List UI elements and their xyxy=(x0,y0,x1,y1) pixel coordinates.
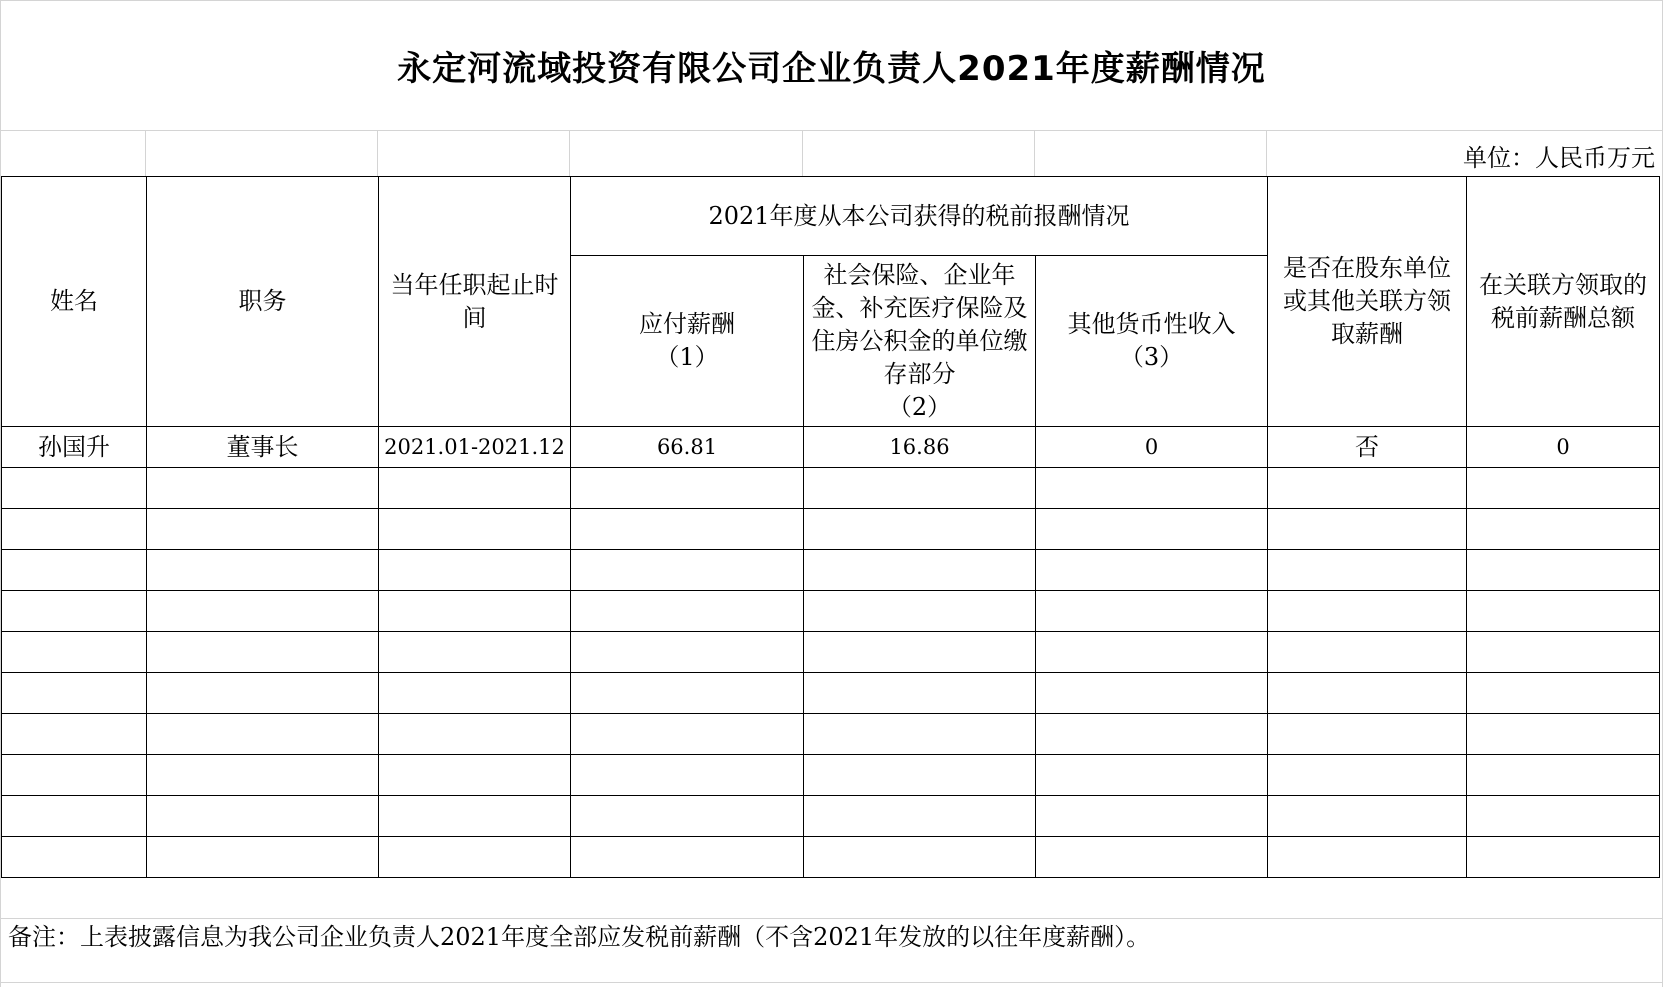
header-other-income xyxy=(1036,256,1268,427)
cell-empty xyxy=(1036,673,1268,714)
cell-empty xyxy=(1268,755,1467,796)
cell-shareholder-pay: 否 xyxy=(1268,427,1467,468)
cell-empty xyxy=(571,796,804,837)
cell-empty xyxy=(1467,591,1660,632)
cell-empty xyxy=(147,591,379,632)
gridline xyxy=(0,982,1663,983)
cell-empty xyxy=(379,550,571,591)
footnote: 备注：上表披露信息为我公司企业负责人2021年度全部应发税前薪酬（不含2021年发放的以往年度薪酬）。 xyxy=(8,923,1151,951)
cell-payable: 66.81 xyxy=(571,427,804,468)
cell-empty xyxy=(1268,796,1467,837)
cell-empty xyxy=(2,673,147,714)
cell-empty xyxy=(571,673,804,714)
cell-empty xyxy=(571,755,804,796)
cell-empty xyxy=(804,591,1036,632)
cell-empty xyxy=(1036,755,1268,796)
cell-empty xyxy=(804,550,1036,591)
cell-empty xyxy=(2,550,147,591)
table-row xyxy=(2,632,1660,673)
currency-unit-label: 单位：人民币万元 xyxy=(1463,143,1655,172)
cell-empty xyxy=(2,468,147,509)
cell-empty xyxy=(1036,837,1268,878)
document-title: 永定河流域投资有限公司企业负责人2021年度薪酬情况 xyxy=(397,48,1266,89)
cell-empty xyxy=(379,468,571,509)
cell-empty xyxy=(571,632,804,673)
table-row xyxy=(2,509,1660,550)
table-row xyxy=(2,591,1660,632)
cell-empty xyxy=(147,468,379,509)
cell-name: 孙国升 xyxy=(2,427,147,468)
header-other-label: 其他货币性收入 xyxy=(1067,310,1236,338)
cell-empty xyxy=(147,837,379,878)
cell-empty xyxy=(147,796,379,837)
cell-empty xyxy=(571,550,804,591)
cell-empty xyxy=(379,591,571,632)
cell-empty xyxy=(1268,673,1467,714)
cell-empty xyxy=(379,837,571,878)
cell-empty xyxy=(2,591,147,632)
table-row xyxy=(2,468,1660,509)
table-row xyxy=(2,714,1660,755)
cell-related-party-total: 0 xyxy=(1467,427,1660,468)
cell-empty xyxy=(1467,509,1660,550)
gridline xyxy=(1034,130,1035,176)
cell-empty xyxy=(1036,468,1268,509)
header-insurance-label: 社会保险、企业年金、补充医疗保险及住房公积金的单位缴存部分 xyxy=(811,260,1028,388)
cell-empty xyxy=(379,714,571,755)
cell-empty xyxy=(1467,550,1660,591)
header-name: 姓名 xyxy=(2,177,147,427)
table-row xyxy=(2,755,1660,796)
cell-empty xyxy=(804,714,1036,755)
header-payable xyxy=(571,256,804,427)
cell-empty xyxy=(571,591,804,632)
header-payable-label: 应付薪酬 xyxy=(639,310,735,338)
cell-empty xyxy=(1268,591,1467,632)
cell-empty xyxy=(147,632,379,673)
header-position: 职务 xyxy=(147,177,379,427)
cell-empty xyxy=(571,468,804,509)
cell-insurance: 16.86 xyxy=(804,427,1036,468)
cell-empty xyxy=(147,755,379,796)
cell-empty xyxy=(804,509,1036,550)
cell-empty xyxy=(804,468,1036,509)
cell-empty xyxy=(804,755,1036,796)
cell-empty xyxy=(571,837,804,878)
cell-empty xyxy=(2,796,147,837)
cell-empty xyxy=(2,509,147,550)
cell-empty xyxy=(1467,755,1660,796)
cell-empty xyxy=(1268,632,1467,673)
cell-empty xyxy=(1036,796,1268,837)
cell-empty xyxy=(2,837,147,878)
cell-empty xyxy=(147,714,379,755)
cell-empty xyxy=(1467,796,1660,837)
cell-empty xyxy=(571,714,804,755)
header-insurance xyxy=(804,256,1036,427)
cell-position: 董事长 xyxy=(147,427,379,468)
table-row xyxy=(2,550,1660,591)
table-row xyxy=(2,673,1660,714)
gridline xyxy=(377,130,378,176)
cell-empty xyxy=(379,755,571,796)
cell-empty xyxy=(1036,591,1268,632)
header-other-index: （3） xyxy=(1119,343,1184,371)
cell-empty xyxy=(379,509,571,550)
cell-term: 2021.01-2021.12 xyxy=(379,427,571,468)
cell-empty xyxy=(379,796,571,837)
cell-empty xyxy=(1036,632,1268,673)
table-row xyxy=(2,837,1660,878)
gridline xyxy=(0,130,1663,131)
cell-empty xyxy=(147,509,379,550)
cell-empty xyxy=(1467,837,1660,878)
header-shareholder-pay: 是否在股东单位或其他关联方领取薪酬 xyxy=(1268,177,1467,427)
cell-empty xyxy=(2,632,147,673)
cell-empty xyxy=(2,755,147,796)
header-term: 当年任职起止时间 xyxy=(379,177,571,427)
cell-empty xyxy=(1467,673,1660,714)
cell-empty xyxy=(1268,837,1467,878)
cell-empty xyxy=(1268,468,1467,509)
cell-empty xyxy=(804,837,1036,878)
gridline xyxy=(802,130,803,176)
cell-empty xyxy=(1467,468,1660,509)
cell-empty xyxy=(804,796,1036,837)
header-pretax-group: 2021年度从本公司获得的税前报酬情况 xyxy=(571,177,1268,256)
cell-empty xyxy=(1036,509,1268,550)
cell-empty xyxy=(1467,714,1660,755)
cell-empty xyxy=(1036,550,1268,591)
header-row-top xyxy=(2,177,1660,256)
table-row xyxy=(2,796,1660,837)
cell-other-income: 0 xyxy=(1036,427,1268,468)
cell-empty xyxy=(1036,714,1268,755)
cell-empty xyxy=(804,673,1036,714)
gridline xyxy=(0,918,1663,919)
cell-empty xyxy=(379,673,571,714)
cell-empty xyxy=(1467,632,1660,673)
cell-empty xyxy=(804,632,1036,673)
cell-empty xyxy=(1268,550,1467,591)
table-row xyxy=(2,427,1660,468)
cell-empty xyxy=(147,550,379,591)
header-related-party-total: 在关联方领取的税前薪酬总额 xyxy=(1467,177,1660,427)
header-payable-index: （1） xyxy=(655,343,719,371)
header-insurance-index: （2） xyxy=(887,392,952,421)
cell-empty xyxy=(1268,714,1467,755)
cell-empty xyxy=(147,673,379,714)
cell-empty xyxy=(1268,509,1467,550)
cell-empty xyxy=(571,509,804,550)
gridline xyxy=(1266,130,1267,176)
gridline xyxy=(569,130,570,176)
cell-empty xyxy=(379,632,571,673)
compensation-table xyxy=(1,176,1660,878)
cell-empty xyxy=(2,714,147,755)
gridline xyxy=(145,130,146,176)
